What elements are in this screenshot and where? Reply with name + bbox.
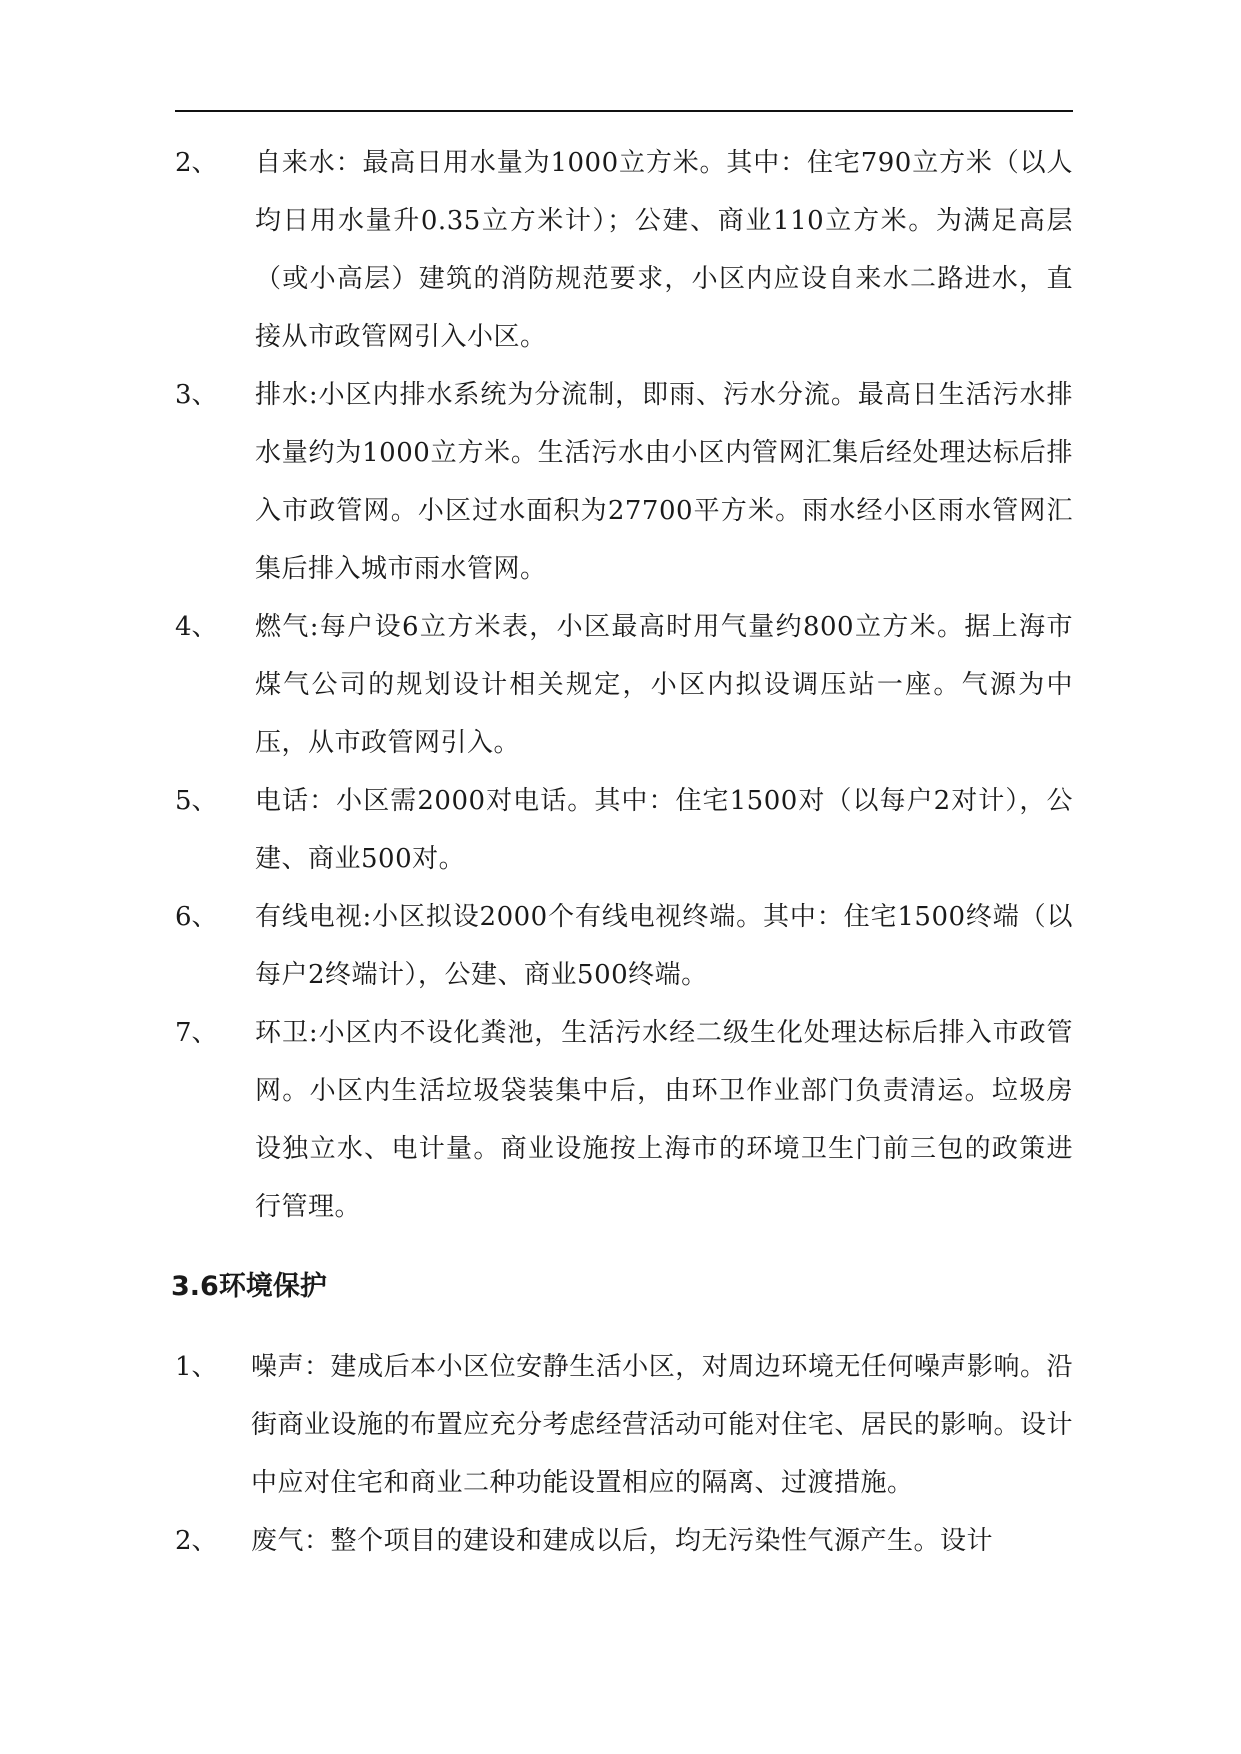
- item-text: 环卫:小区内不设化粪池，生活污水经二级生化处理达标后排入市政管网。小区内生活垃圾袋装集中后，由环卫作业部门负责清运。垃圾房设独立水、电计量。商业设施按上海市的环境卫生门前三包的政策进行管理。: [255, 1018, 1073, 1222]
- item-number: 7、: [175, 1018, 218, 1048]
- section-heading: 3.6环境保护: [171, 1271, 327, 1302]
- item-text: 排水:小区内排水系统为分流制，即雨、污水分流。最高日生活污水排水量约为1000立方米。生活污水由小区内管网汇集后经处理达标后排入市政管网。小区过水面积为27700平方米。雨水经小区雨水管网汇集后排入城市雨水管网。: [255, 380, 1073, 584]
- item-text: 电话：小区需2000对电话。其中：住宅1500对（以每户2对计），公建、商业500对。: [255, 786, 1073, 874]
- list-item-noise: [175, 1338, 1073, 1512]
- document-body: [171, 134, 1073, 1570]
- item-text: 有线电视:小区拟设2000个有线电视终端。其中：住宅1500终端（以每户2终端计），公建、商业500终端。: [255, 902, 1073, 990]
- item-text: 噪声：建成后本小区位安静生活小区，对周边环境无任何噪声影响。沿街商业设施的布置应充分考虑经营活动可能对住宅、居民的影响。设计中应对住宅和商业二种功能设置相应的隔离、过渡措施。: [251, 1352, 1073, 1498]
- item-number: 5、: [175, 786, 218, 816]
- item-text: 废气：整个项目的建设和建成以后，均无污染性气源产生。设计: [251, 1526, 994, 1556]
- item-number: 4、: [175, 612, 218, 642]
- item-number: 3、: [175, 380, 218, 410]
- list-item-telephone: [175, 772, 1073, 888]
- list-item-gas: [175, 598, 1073, 772]
- header-rule: [175, 110, 1073, 112]
- item-number: 6、: [175, 902, 218, 932]
- list-item-cable-tv: [175, 888, 1073, 1004]
- list-item-exhaust: [175, 1512, 1073, 1570]
- item-text: 自来水：最高日用水量为1000立方米。其中：住宅790立方米（以人均日用水量升0.35立方米计）；公建、商业110立方米。为满足高层（或小高层）建筑的消防规范要求，小区内应设自来水二路进水，直接从市政管网引入小区。: [255, 148, 1073, 352]
- list-item-drainage: [175, 366, 1073, 598]
- list-item-water-supply: [175, 134, 1073, 366]
- item-number: 2、: [175, 148, 218, 178]
- item-number: 2、: [175, 1526, 218, 1556]
- item-text: 燃气:每户设6立方米表，小区最高时用气量约800立方米。据上海市煤气公司的规划设计相关规定，小区内拟设调压站一座。气源为中压，从市政管网引入。: [255, 612, 1073, 758]
- list-item-sanitation: [175, 1004, 1073, 1236]
- item-number: 1、: [175, 1352, 218, 1382]
